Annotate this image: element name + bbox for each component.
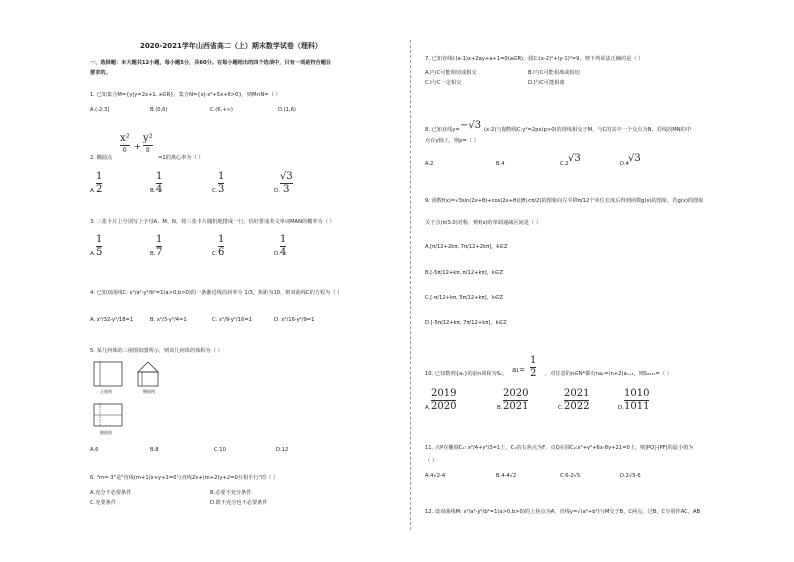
question-11: 11. 点P在椭圆C₁: x²/4+y²/3=1上，C₁的右焦点为F，点Q在圆C₂:x²+y²+6x-8y+21=0上，则|PQ|-|PF|的最小值为 (425, 445, 694, 451)
q1-option-a: A.(-2,3] (90, 107, 110, 113)
q2-option-b-label: B. (150, 188, 156, 194)
q9-option-b: B.[-5π/12+kπ, π/12+kπ]，k∈Z (425, 270, 503, 276)
q10-option-a-label: A. (425, 405, 431, 411)
column-divider (410, 40, 411, 530)
front-view-label: 正视图 (100, 389, 112, 394)
question-8-cont: 点在y轴上，则p=（ ） (425, 138, 479, 144)
q11-option-c: C.6-2√5 (560, 473, 581, 479)
question-9-cont: 关于点(π/3,0)对称，则f(x)的单调递减区间是（ ） (425, 220, 541, 226)
q6-option-c: C.充要条件 (90, 500, 117, 506)
q1-option-d: D.(1,6) (278, 107, 296, 113)
q7-option-c: C.l与C一定相交 (425, 80, 462, 86)
q5-option-c: C.10 (214, 447, 226, 453)
q10-option-b-value: 2020 2021 (503, 388, 529, 412)
q3-option-d-value: 1 4 (280, 234, 287, 258)
q3-option-c-value: 1 6 (218, 234, 225, 258)
q1-option-b: B.(0,6) (150, 107, 168, 113)
q8-option-b: B.4 (496, 161, 505, 167)
q2-option-c-value: 1 3 (218, 171, 225, 195)
q10-option-d-label: D. (618, 405, 624, 411)
q2-option-d-value: √3 3 (280, 171, 293, 195)
side-view-label: 侧视图 (143, 389, 155, 394)
q5-option-b: B.8 (150, 447, 159, 453)
question-8-prefix: 8. 已知直线y= (425, 127, 460, 133)
q10-option-b-label: B. (497, 405, 503, 411)
q3-option-a-label: A. (90, 251, 96, 257)
top-view-label: 俯视图 (100, 430, 112, 435)
q3-option-b-value: 1 7 (156, 234, 163, 258)
q8-sqrt3: −√3 (460, 120, 482, 131)
q6-option-a: A.充分不必要条件 (90, 490, 132, 496)
q7-option-a: A.l与C可能相切或相交 (425, 70, 477, 76)
q7-option-b: B.l与C可能相离或相切 (528, 70, 580, 76)
section-heading-cont: 要求的。 (90, 70, 111, 76)
question-9: 9. 函数f(x)=√3sin(2x+θ)+cos(2x+θ)(|θ|<π/2)的图象向左平移π/12个单位长度后得到函数g(x)的图象，若g(x)的图象 (425, 198, 704, 204)
q5-option-a: A.6 (90, 447, 99, 453)
q6-option-d: D.既不充分也不必要条件 (210, 500, 268, 506)
q11-option-a: A.4√2-4 (425, 473, 446, 479)
q10-a1-label: a₁= (512, 366, 525, 374)
question-7: 7. 已知直线l:(a-1)x+2ay+a+1=0(a∈R)，圆C:(x-2)²+(y-1)²=9，则下列说法正确的是（ ） (425, 56, 644, 62)
question-5: 5. 某几何体的三视图如图所示，则该几何体的体积为（ ） (90, 348, 223, 354)
q4-option-c: C. x²/9-y²/16=1 (212, 317, 253, 323)
q11-option-d: D.2√5-6 (620, 473, 641, 479)
q8-option-c: C.2 (560, 161, 569, 167)
question-10-prefix: 10. 已知数列{aₙ}的前n项和为Sₙ， (425, 371, 508, 377)
q4-option-b: B. x²/3-y²/4=1 (150, 317, 187, 323)
q2-option-c-label: C. (212, 188, 218, 194)
q4-option-a: A. x²/32-y²/18=1 (90, 317, 134, 323)
q2-option-a-label: A. (90, 188, 96, 194)
q10-a1-value: 1 2 (530, 355, 537, 379)
exam-title: 2020-2021学年山西省高二（上）期末数学试卷（理科） (140, 42, 322, 50)
question-6: 6. "m=-3"是"直线(m+1)x+y+1=0与直线2x+(m+2)y+2=0互相平行"的（ ） (90, 475, 279, 481)
q8-option-a: A.2 (425, 161, 434, 167)
section-heading: 一、选择题：本大题共12小题，每小题5分，共60分。在每小题给出的四个选项中，只有一项是符合题目 (90, 60, 332, 66)
question-2-suffix: =1的离心率为（ ） (158, 155, 204, 161)
q2-option-d-label: D. (274, 188, 280, 194)
q2-option-a-value: 1 2 (96, 171, 103, 195)
three-view-figure (90, 358, 180, 438)
q1-option-c: C.(6,+∞) (210, 107, 233, 113)
question-10-suffix: ，对任意的n∈N*都有naₙ=(n+2)aₙ₊₁，则S₂₀₂₁=（ ） (545, 371, 672, 377)
q2-option-b-value: 1 4 (156, 171, 163, 195)
q3-option-b-label: B. (150, 251, 156, 257)
q8-option-d-sqrt: √3 (628, 153, 641, 164)
exam-page: 2020-2021学年山西省高二（上）期末数学试卷（理科） 一、选择题：本大题共12小题，每小题5分，共60分。在每小题给出的四个选项中，只有一项是符合题目 要求的。 1. 已知集合M={y|y=2x+1, x∈R}，集合N={x|-x²+5x+6>0}，则M∩N=（ ） A.(-2,3] B.(0,6) C.(6,+∞) D.(1,6) 2. 椭圆点 x² 6 + y² 8 =1的离心率为（ ） A. 1 2 B. 1 4 C. 1 3 D. √3 3 3. 三张卡片上分别写上字母A、M、N，将三张卡片随机地排成一行，恰好排成英文单词MAN的概率为（ ） A. 1 5 B. 1 7 C. 1 6 D. 1 4 4. 已知双曲线C: x²/a²-y²/b²=1(a>0,b>0)的一条渐近线的斜率为 1/3，焦距为10，则双曲线C的方程为（ ） A. x²/32-y²/18=1 B. x²/3-y²/4=1 C. x²/9-y²/16=1 D. x²/16-y²/9=1 5. 某几何体的三视图如图所示，则该几何体的体积为（ ） 正视图 侧视图 俯视图 A.6 B.8 C.10 D.12 6. "m=-3"是"直线(m+1)x+y+1=0与直线2x+(m+2)y+2=0互相平行"的（ ） A.充分不必要条件 B.必要不充分条件 C.充要条件 D.既不充分也不必要条件 7. 已知直线l:(a-1)x+2ay+a+1=0(a∈R)，圆C:(x-2)²+(y-1)²=9，则下列说法正确的是（ ） A.l与C可能相切或相交 B.l与C可能相离或相切 C.l与C一定相交 D.l与C可能相离 8. 已知直线y= −√3 (x-2)与抛物线C:y²=2px(p>0)的准线相交于M，与C的其中一个交点为N，若线段MN的中 点在y轴上，则p=（ ） A.2 B.4 C.2 √3 D.4 √3 9. 函数f(x)=√3sin(2x+θ)+cos(2x+θ)(|θ|<π/2)的图象向左平移π/12个单位长度后得到函数g(x)的图象，若g(x)的图象 关于点(π/3,0)对称，则f(x)的单调递减区间是（ ） A.[π/12+2kπ, 7π/12+2kπ]，k∈Z B.[-5π/12+kπ, π/12+kπ]，k∈Z C.[-π/12+kπ, 5π/12+kπ]，k∈Z D.[-5π/12+kπ, 7π/12+kπ]，k∈Z 10. 已知数列{aₙ}的前n项和为Sₙ， a₁= 1 2 ，对任意的n∈N*都有naₙ=(n+2)aₙ₊₁，则S₂₀₂₁=（ ） A. 2019 2020 B. 2020 2021 C. 2021 2022 D. 1010 1011 11. 点P在椭圆C₁: x²/4+y²/3=1上，C₁的右焦点为F，点Q在圆C₂:x²+y²+6x-8y+21=0上，则|PQ|-|PF|的最小值为 （ ） A.4√2-4 B.4-4√2 C.6-2√5 D.2√5-6 12. 设双曲线M: x²/a²-y²/b²=1(a>0,b>0)的上焦点为A，直线y=√(a²+b²)与M交于B，C两点，过B，C分别作AC，AB (0, 0, 794, 562)
question-4: 4. 已知双曲线C: x²/a²-y²/b²=1(a>0,b>0)的一条渐近线的斜率为 1/3，焦距为10，则双曲线C的方程为（ ） (90, 290, 343, 296)
q5-option-d: D.12 (276, 447, 289, 453)
question-1: 1. 已知集合M={y|y=2x+1, x∈R}，集合N={x|-x²+5x+6>0}，则M∩N=（ ） (90, 92, 281, 98)
q7-option-d: D.l与C可能相离 (528, 80, 565, 86)
question-2-prefix: 2. 椭圆点 (90, 155, 113, 161)
q8-option-c-sqrt: √3 (568, 153, 581, 164)
q2-fraction-x: x² 6 (120, 133, 130, 154)
q10-option-a-value: 2019 2020 (431, 388, 457, 412)
question-3: 3. 三张卡片上分别写上字母A、M、N，将三张卡片随机地排成一行，恰好排成英文单词MAN的概率为（ ） (90, 219, 335, 225)
q3-option-d-label: D. (274, 251, 280, 257)
q3-option-c-label: C. (212, 251, 218, 257)
question-11-cont: （ ） (425, 458, 438, 464)
q4-option-d: D. x²/16-y²/9=1 (274, 317, 315, 323)
q9-option-d: D.[-5π/12+kπ, 7π/12+kπ]，k∈Z (425, 320, 507, 326)
q10-option-c-label: C. (558, 405, 564, 411)
q8-option-d: D.4 (620, 161, 629, 167)
question-8-body: (x-2)与抛物线C:y²=2px(p>0)的准线相交于M，与C的其中一个交点为N，若线段MN的中 (484, 127, 692, 133)
q3-option-a-value: 1 5 (96, 234, 103, 258)
q6-option-b: B.必要不充分条件 (210, 490, 252, 496)
q2-fraction-y: y² 8 (143, 133, 153, 154)
question-12: 12. 设双曲线M: x²/a²-y²/b²=1(a>0,b>0)的上焦点为A，直线y=√(a²+b²)与M交于B，C两点，过B，C分别作AC，AB (425, 509, 701, 515)
q10-option-c-value: 2021 2022 (564, 388, 590, 412)
q9-option-c: C.[-π/12+kπ, 5π/12+kπ]，k∈Z (425, 295, 503, 301)
q9-option-a: A.[π/12+2kπ, 7π/12+2kπ]，k∈Z (425, 244, 508, 250)
q10-option-d-value: 1010 1011 (624, 388, 650, 412)
q11-option-b: B.4-4√2 (496, 473, 517, 479)
